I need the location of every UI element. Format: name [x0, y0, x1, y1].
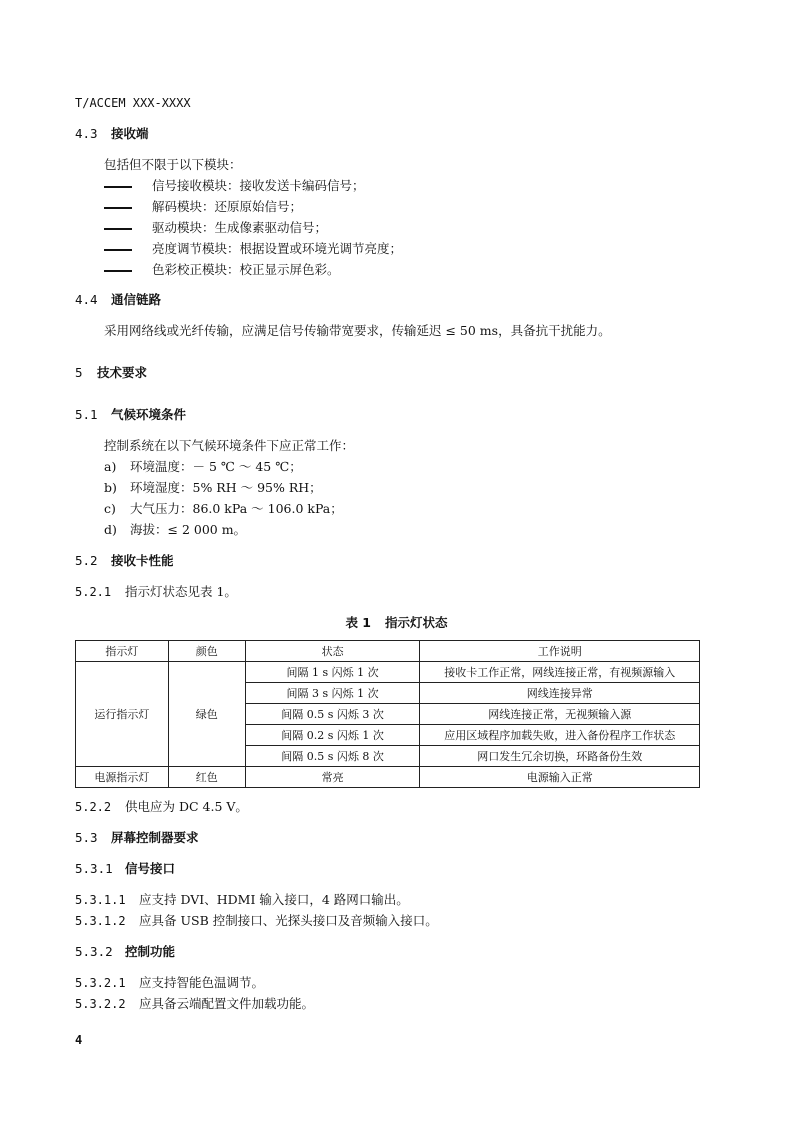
heading-5-3-1	[75, 859, 175, 877]
heading-5-3	[75, 828, 199, 846]
dash-bullet	[104, 270, 132, 272]
paragraph: 采用网络线或光纤传输，应满足信号传输带宽要求，传输延迟 ≤ 50 ms，具备抗干扰能力。	[104, 323, 611, 338]
list-item: c) 大气压力：86.0 kPa ～ 106.0 kPa；	[104, 501, 343, 516]
column-header: 状态	[245, 641, 420, 662]
table-cell: 间隔 3 s 闪烁 1 次	[245, 683, 420, 704]
table-caption: 表 1 指示灯状态	[345, 615, 448, 630]
paragraph-5-3-2-1: 5.3.2.1 应支持智能色温调节。	[75, 975, 265, 990]
dash-bullet	[104, 228, 132, 230]
heading-4-4	[75, 290, 161, 308]
list-item: 色彩校正模块：校正显示屏色彩。	[104, 260, 340, 278]
list-item: 信号接收模块：接收发送卡编码信号；	[104, 176, 365, 194]
heading-4-3	[75, 124, 149, 142]
heading-title: 控制功能	[125, 944, 176, 959]
column-header: 颜色	[168, 641, 245, 662]
table-cell: 红色	[168, 767, 245, 788]
table-cell: 运行指示灯	[76, 662, 169, 767]
heading-5-1	[75, 405, 186, 423]
dash-bullet	[104, 186, 132, 188]
table-cell: 接收卡工作正常，网线连接正常，有视频源输入	[420, 662, 700, 683]
paragraph: 控制系统在以下气候环境条件下应正常工作：	[104, 438, 355, 453]
table-row	[76, 767, 700, 788]
heading-title: 信号接口	[125, 861, 176, 876]
indicator-status-table	[75, 640, 700, 788]
column-header: 工作说明	[420, 641, 700, 662]
heading-5-2	[75, 551, 174, 569]
table-cell: 绿色	[168, 662, 245, 767]
heading-title: 接收卡性能	[111, 553, 174, 568]
table-cell: 网线连接异常	[420, 683, 700, 704]
heading-number: 5.3.1	[75, 861, 113, 876]
heading-number: 5.2	[75, 553, 98, 568]
paragraph-5-3-1-1: 5.3.1.1 应支持 DVI、HDMI 输入接口，4 路网口输出。	[75, 892, 409, 907]
heading-number: 5.1	[75, 407, 98, 422]
table-header-row	[76, 641, 700, 662]
paragraph-5-3-1-2: 5.3.1.2 应具备 USB 控制接口、光探头接口及音频输入接口。	[75, 913, 438, 928]
list-item: 亮度调节模块：根据设置或环境光调节亮度；	[104, 239, 402, 257]
table-cell: 间隔 0.5 s 闪烁 8 次	[245, 746, 420, 767]
dash-bullet	[104, 249, 132, 251]
list-item: 驱动模块：生成像素驱动信号；	[104, 218, 327, 236]
table-cell: 电源指示灯	[76, 767, 169, 788]
table-row	[76, 662, 700, 683]
heading-title: 气候环境条件	[111, 407, 187, 422]
table-cell: 间隔 1 s 闪烁 1 次	[245, 662, 420, 683]
table-cell: 网线连接正常，无视频输入源	[420, 704, 700, 725]
heading-number: 5.3	[75, 830, 98, 845]
heading-5	[75, 363, 147, 381]
paragraph-5-3-2-2: 5.3.2.2 应具备云端配置文件加载功能。	[75, 996, 315, 1011]
paragraph-5-2-1: 5.2.1 指示灯状态见表 1。	[75, 584, 237, 599]
heading-number: 4.4	[75, 292, 98, 307]
heading-number: 5.3.2	[75, 944, 113, 959]
heading-title: 通信链路	[111, 292, 162, 307]
list-item: a) 环境温度：－ 5 ℃ ～ 45 ℃；	[104, 459, 302, 474]
table-cell: 间隔 0.5 s 闪烁 3 次	[245, 704, 420, 725]
heading-5-3-2	[75, 942, 175, 960]
paragraph-5-2-2: 5.2.2 供电应为 DC 4.5 V。	[75, 799, 248, 814]
list-item: 解码模块：还原原始信号；	[104, 197, 302, 215]
table-cell: 网口发生冗余切换，环路备份生效	[420, 746, 700, 767]
table-cell: 间隔 0.2 s 闪烁 1 次	[245, 725, 420, 746]
column-header: 指示灯	[76, 641, 169, 662]
list-item: d) 海拔：≤ 2 000 m。	[104, 522, 247, 537]
list-item: b) 环境湿度：5% RH ～ 95% RH；	[104, 480, 322, 495]
heading-number: 5	[75, 365, 83, 380]
heading-title: 屏幕控制器要求	[111, 830, 199, 845]
heading-title: 接收端	[111, 126, 149, 141]
heading-title: 技术要求	[97, 365, 148, 380]
heading-number: 4.3	[75, 126, 98, 141]
page-number: 4	[75, 1033, 83, 1047]
table-cell: 电源输入正常	[420, 767, 700, 788]
document-header: T/ACCEM XXX-XXXX	[75, 96, 191, 110]
table-cell: 常亮	[245, 767, 420, 788]
table-cell: 应用区域程序加载失败，进入备份程序工作状态	[420, 725, 700, 746]
dash-bullet	[104, 207, 132, 209]
paragraph: 包括但不限于以下模块：	[104, 157, 242, 172]
